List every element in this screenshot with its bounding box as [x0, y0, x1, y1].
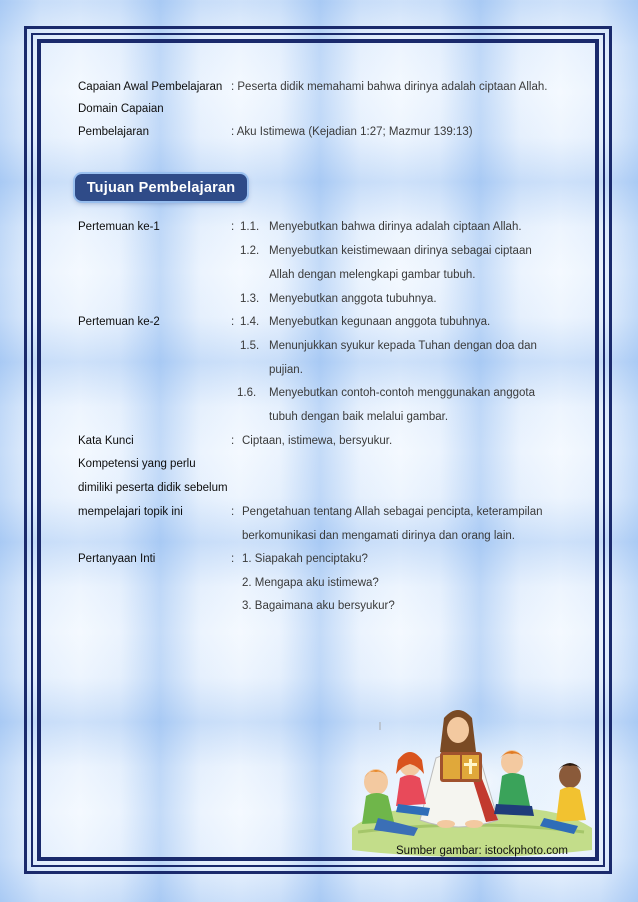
objective-text: Menyebutkan kegunaan anggota tubuhnya.	[269, 316, 491, 328]
kompetensi-value-line2: berkomunikasi dan mengamati dirinya dan orang lain.	[242, 530, 515, 542]
objective-text-cont: pujian.	[269, 364, 303, 376]
pertanyaan-colon: :	[231, 553, 235, 565]
pertemuan-1-label: Pertemuan ke-1	[78, 221, 160, 233]
kompetensi-colon: :	[231, 506, 235, 518]
pertanyaan-label: Pertanyaan Inti	[78, 553, 156, 565]
kata-kunci-label: Kata Kunci	[78, 435, 134, 447]
objective-number: 1.2.	[240, 245, 260, 257]
objective-text-cont: Allah dengan melengkapi gambar tubuh.	[269, 269, 476, 281]
objective-text-cont: tubuh dengan baik melalui gambar.	[269, 411, 449, 423]
objective-text: Menyebutkan bahwa dirinya adalah ciptaan Allah.	[269, 221, 522, 233]
objective-number: 1.4.	[240, 316, 260, 328]
section-banner	[75, 174, 247, 201]
capaian-label: Capaian Awal Pembelajaran	[78, 81, 223, 93]
kompetensi-label-line1: Kompetensi yang perlu	[78, 458, 196, 470]
image-credit: Sumber gambar: istockphoto.com	[396, 845, 568, 857]
kata-kunci-value: Ciptaan, istimewa, bersyukur.	[242, 435, 393, 447]
jesus-with-children-illustration	[348, 700, 594, 862]
objective-text: Menunjukkan syukur kepada Tuhan dengan doa dan	[269, 340, 537, 352]
objective-number: 1.6.	[237, 387, 257, 399]
pertanyaan-item: 3. Bagaimana aku bersyukur?	[242, 600, 395, 612]
objective-text: Menyebutkan anggota tubuhnya.	[269, 293, 437, 305]
section-banner-title: Tujuan Pembelajaran	[86, 179, 236, 196]
domain-value: : Aku Istimewa (Kejadian 1:27; Mazmur 139:13)	[231, 126, 473, 138]
pertanyaan-item: 1. Siapakah penciptaku?	[242, 553, 368, 565]
pertemuan-1-colon: :	[231, 221, 235, 233]
objective-number: 1.1.	[240, 221, 260, 233]
kata-kunci-colon: :	[231, 435, 235, 447]
pertemuan-2-label: Pertemuan ke-2	[78, 316, 160, 328]
objective-number: 1.5.	[240, 340, 260, 352]
objective-number: 1.3.	[240, 293, 260, 305]
capaian-value: : Peserta didik memahami bahwa dirinya adalah ciptaan Allah.	[231, 81, 548, 93]
kompetensi-label-line3: mempelajari topik ini	[78, 506, 183, 518]
objective-text: Menyebutkan contoh-contoh menggunakan anggota	[269, 387, 535, 399]
pertemuan-2-colon: :	[231, 316, 235, 328]
domain-label-line1: Domain Capaian	[78, 103, 164, 115]
domain-label-line2: Pembelajaran	[78, 126, 149, 138]
kompetensi-label-line2: dimiliki peserta didik sebelum	[78, 482, 228, 494]
objective-text: Menyebutkan keistimewaan dirinya sebagai ciptaan	[269, 245, 532, 257]
pertanyaan-item: 2. Mengapa aku istimewa?	[242, 577, 379, 589]
kompetensi-value-line1: Pengetahuan tentang Allah sebagai pencipta, keterampilan	[242, 506, 543, 518]
